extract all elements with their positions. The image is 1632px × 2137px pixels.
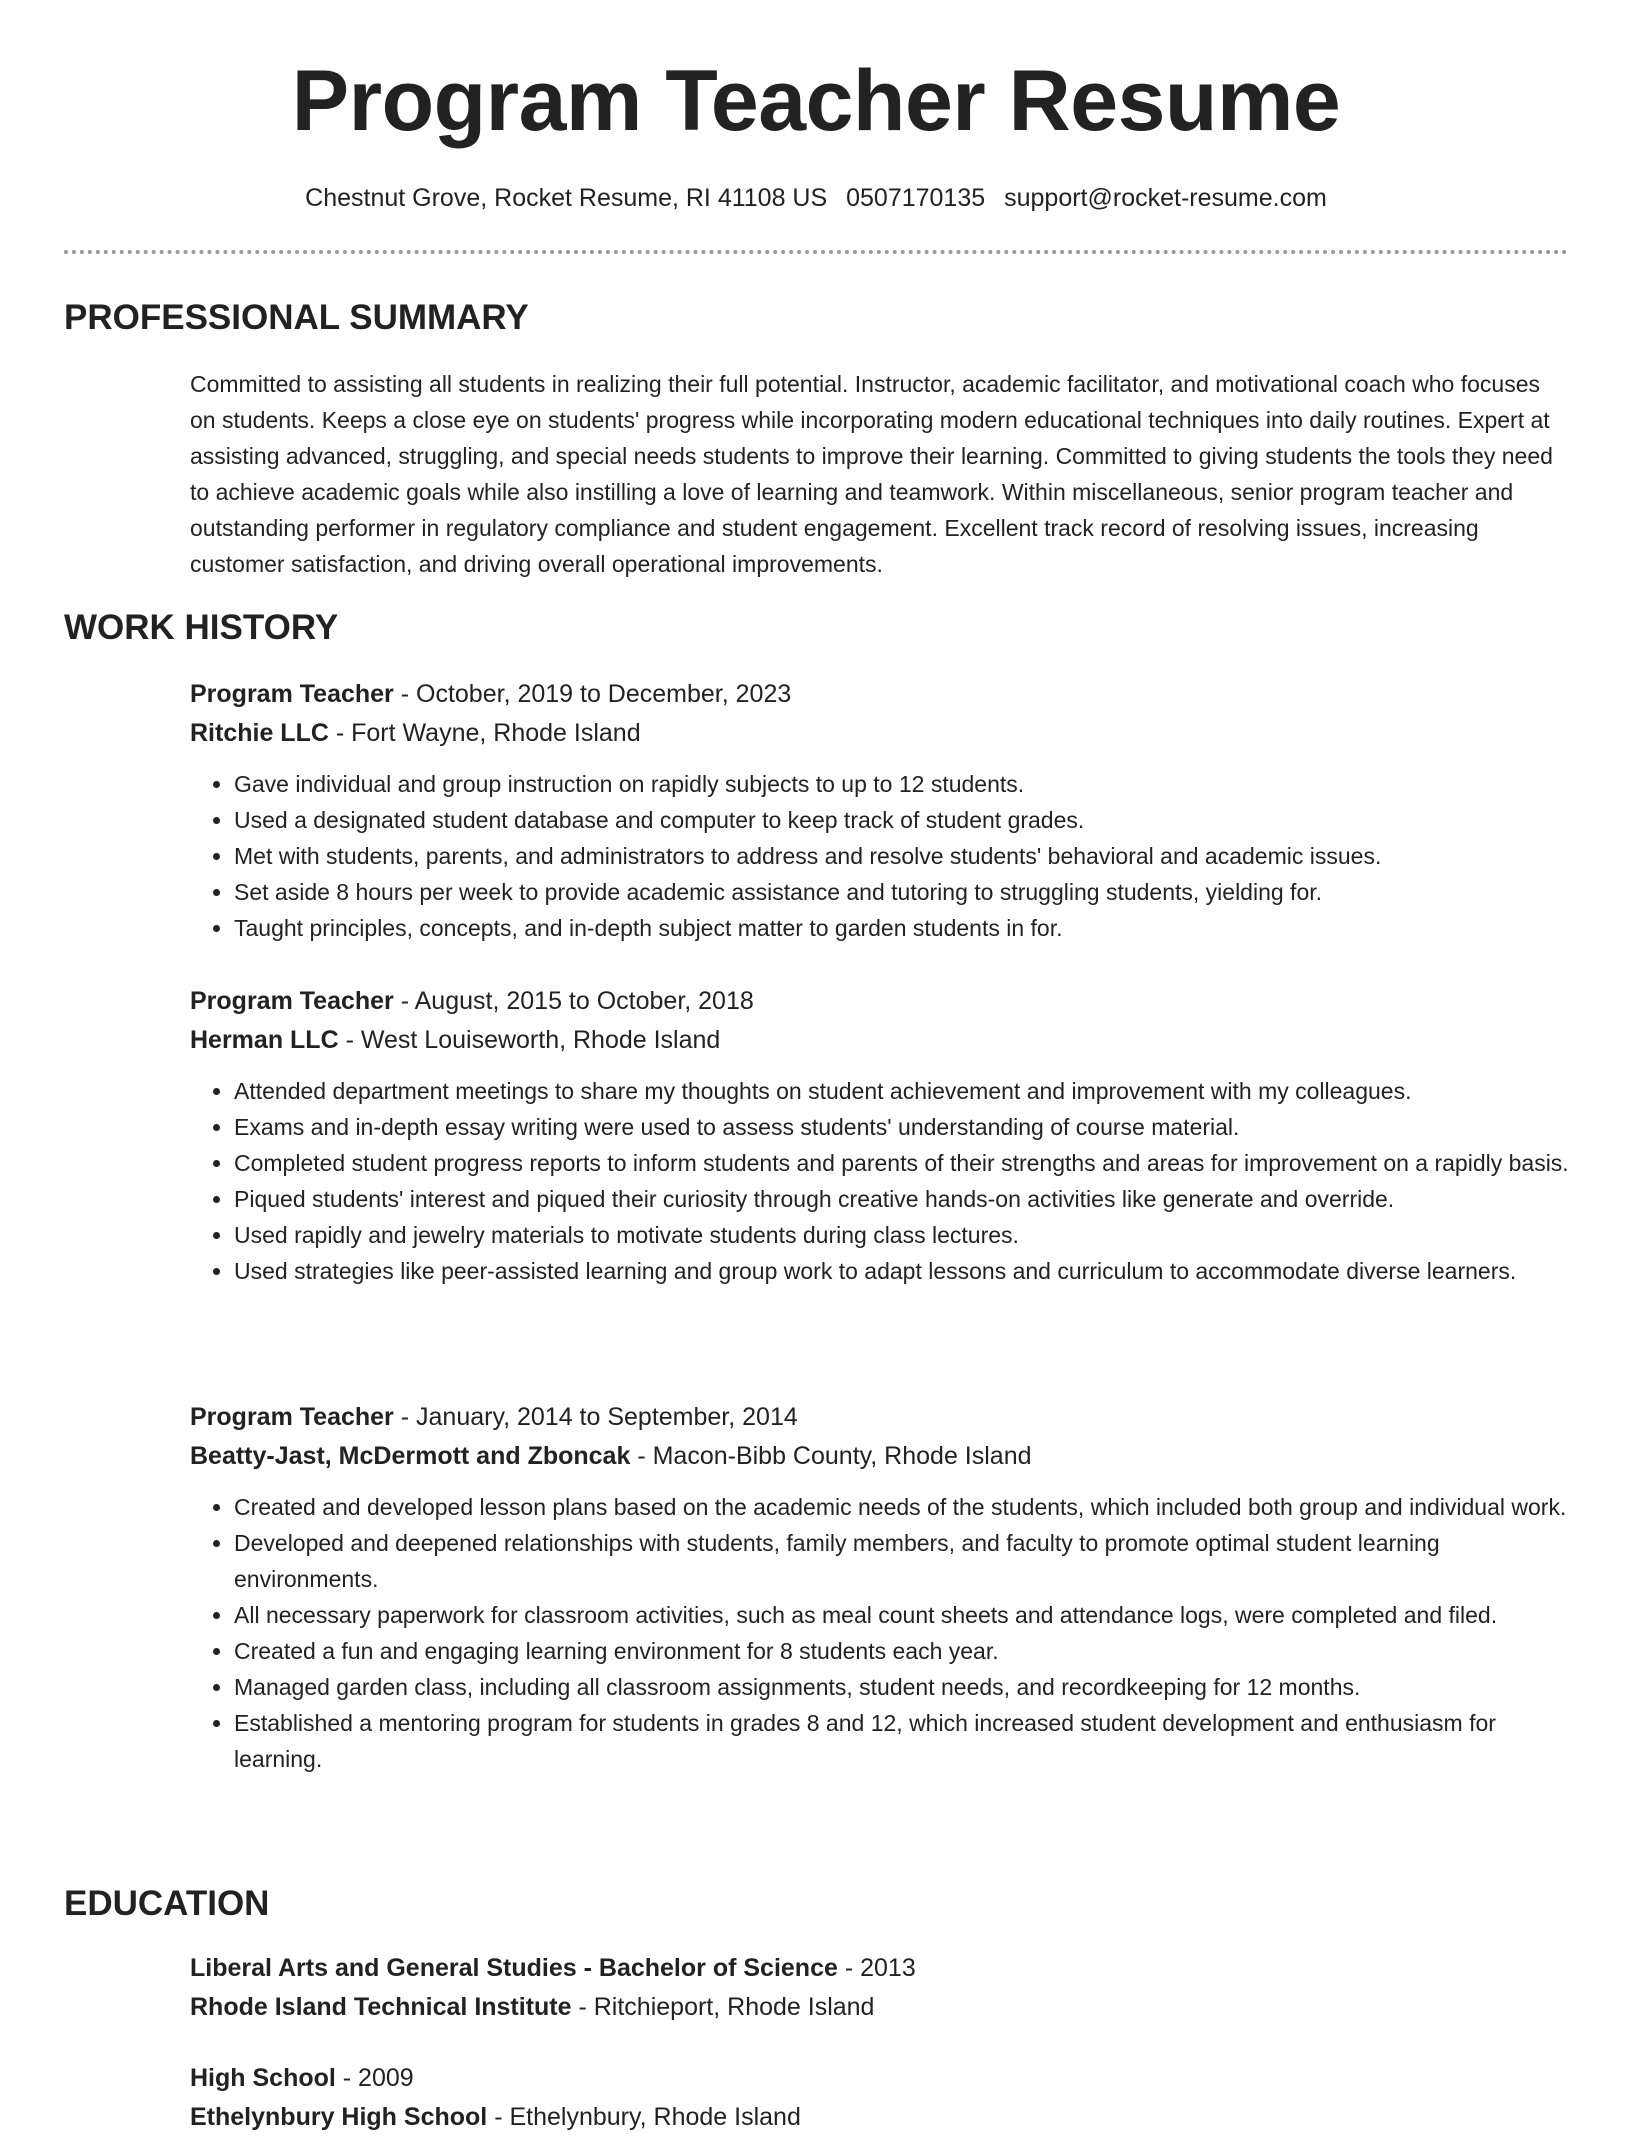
list-item: • Completed student progress reports to inform students and parents of their strengths and areas for improvement on a rapidly basis. <box>234 1145 1570 1181</box>
list-item: • Used a designated student database and computer to keep track of student grades. <box>234 802 1570 838</box>
degree-year: - 2009 <box>335 2064 414 2092</box>
contact-address: Chestnut Grove, Rocket Resume, RI 41108 US <box>305 184 828 212</box>
education-entry <box>190 2059 1570 2137</box>
list-item: • Created and developed lesson plans based on the academic needs of the students, which included both group and individual work. <box>234 1489 1570 1525</box>
job-location: - Fort Wayne, Rhode Island <box>328 719 641 747</box>
degree-line <box>190 1949 1570 1988</box>
school: Rhode Island Technical Institute <box>190 1993 572 2021</box>
school-location: - Ritchieport, Rhode Island <box>571 1993 875 2021</box>
job-company-line <box>190 714 1570 753</box>
degree: High School <box>190 2064 336 2092</box>
list-item: • Met with students, parents, and administrators to address and resolve students' behavioral and academic issues. <box>234 838 1570 874</box>
contact-phone: 0507170135 <box>846 184 986 212</box>
job-entry <box>190 1398 1570 1777</box>
list-item: • Exams and in-depth essay writing were used to assess students' understanding of course material. <box>234 1109 1570 1145</box>
job-dates: - January, 2014 to September, 2014 <box>393 1403 798 1431</box>
job-entry <box>190 675 1570 946</box>
list-item: • Gave individual and group instruction on rapidly subjects to up to 12 students. <box>234 766 1570 802</box>
job-company: Herman LLC <box>190 1026 339 1054</box>
job-location: - Macon-Bibb County, Rhode Island <box>630 1442 1032 1470</box>
job-dates: - October, 2019 to December, 2023 <box>393 680 792 708</box>
summary-heading: PROFESSIONAL SUMMARY <box>64 298 529 337</box>
school-line <box>190 2098 1570 2137</box>
contact-line <box>0 184 1632 213</box>
job-entry <box>190 982 1570 1289</box>
job-title-line <box>190 982 1570 1021</box>
job-title: Program Teacher <box>190 987 394 1015</box>
list-item: • Managed garden class, including all classroom assignments, student needs, and recordkeeping for 12 months. <box>234 1669 1570 1705</box>
school: Ethelynbury High School <box>190 2103 488 2131</box>
job-location: - West Louiseworth, Rhode Island <box>338 1026 721 1054</box>
resume-title: Program Teacher Resume <box>291 53 1341 149</box>
job-company-line <box>190 1437 1570 1476</box>
list-item: • Taught principles, concepts, and in-depth subject matter to garden students in for. <box>234 910 1570 946</box>
job-bullets <box>190 766 1570 946</box>
education-entry <box>190 1949 1570 2027</box>
list-item: • All necessary paperwork for classroom activities, such as meal count sheets and attendance logs, were completed and filed. <box>234 1597 1570 1633</box>
job-company: Ritchie LLC <box>190 719 329 747</box>
school-line <box>190 1988 1570 2027</box>
list-item: • Attended department meetings to share my thoughts on student achievement and improvement with my colleagues. <box>234 1073 1570 1109</box>
job-title-line <box>190 675 1570 714</box>
list-item: • Used rapidly and jewelry materials to motivate students during class lectures. <box>234 1217 1570 1253</box>
list-item: • Created a fun and engaging learning environment for 8 students each year. <box>234 1633 1570 1669</box>
job-bullets <box>190 1489 1570 1777</box>
summary-text: Committed to assisting all students in realizing their full potential. Instructor, academic facilitator, and motivational coach who focuses on students. Keeps a close eye on students' progress while incorporating modern educational techniques into daily routines. Expert at assisting advanced, struggling, and special needs students to improve their learning. Committed to giving students the tools they need to achieve academic goals while also instilling a love of learning and teamwork. Within miscellaneous, senior program teacher and outstanding performer in regulatory compliance and student engagement. Excellent track record of resolving issues, increasing customer satisfaction, and driving overall operational improvements. <box>190 371 1553 577</box>
job-company-line <box>190 1021 1570 1060</box>
degree-year: - 2013 <box>837 1954 916 1982</box>
list-item: • Piqued students' interest and piqued their curiosity through creative hands-on activities like generate and override. <box>234 1181 1570 1217</box>
list-item: • Established a mentoring program for students in grades 8 and 12, which increased student development and enthusiasm for learning. <box>234 1705 1570 1777</box>
list-item: • Set aside 8 hours per week to provide academic assistance and tutoring to struggling students, yielding for. <box>234 874 1570 910</box>
job-dates: - August, 2015 to October, 2018 <box>393 987 754 1015</box>
job-title: Program Teacher <box>190 1403 394 1431</box>
work-history-heading: WORK HISTORY <box>64 608 339 647</box>
job-bullets <box>190 1073 1570 1289</box>
school-location: - Ethelynbury, Rhode Island <box>487 2103 801 2131</box>
header-divider <box>64 250 1568 254</box>
job-title-line <box>190 1398 1570 1437</box>
job-company: Beatty-Jast, McDermott and Zboncak <box>190 1442 631 1470</box>
contact-email[interactable]: support@rocket-resume.com <box>1004 184 1327 212</box>
list-item: • Used strategies like peer-assisted learning and group work to adapt lessons and curriculum to accommodate diverse learners. <box>234 1253 1570 1289</box>
education-heading: EDUCATION <box>64 1884 270 1923</box>
degree: Liberal Arts and General Studies - Bachelor of Science <box>190 1954 838 1982</box>
job-title: Program Teacher <box>190 680 394 708</box>
list-item: • Developed and deepened relationships with students, family members, and faculty to promote optimal student learning environments. <box>234 1525 1570 1597</box>
degree-line <box>190 2059 1570 2098</box>
